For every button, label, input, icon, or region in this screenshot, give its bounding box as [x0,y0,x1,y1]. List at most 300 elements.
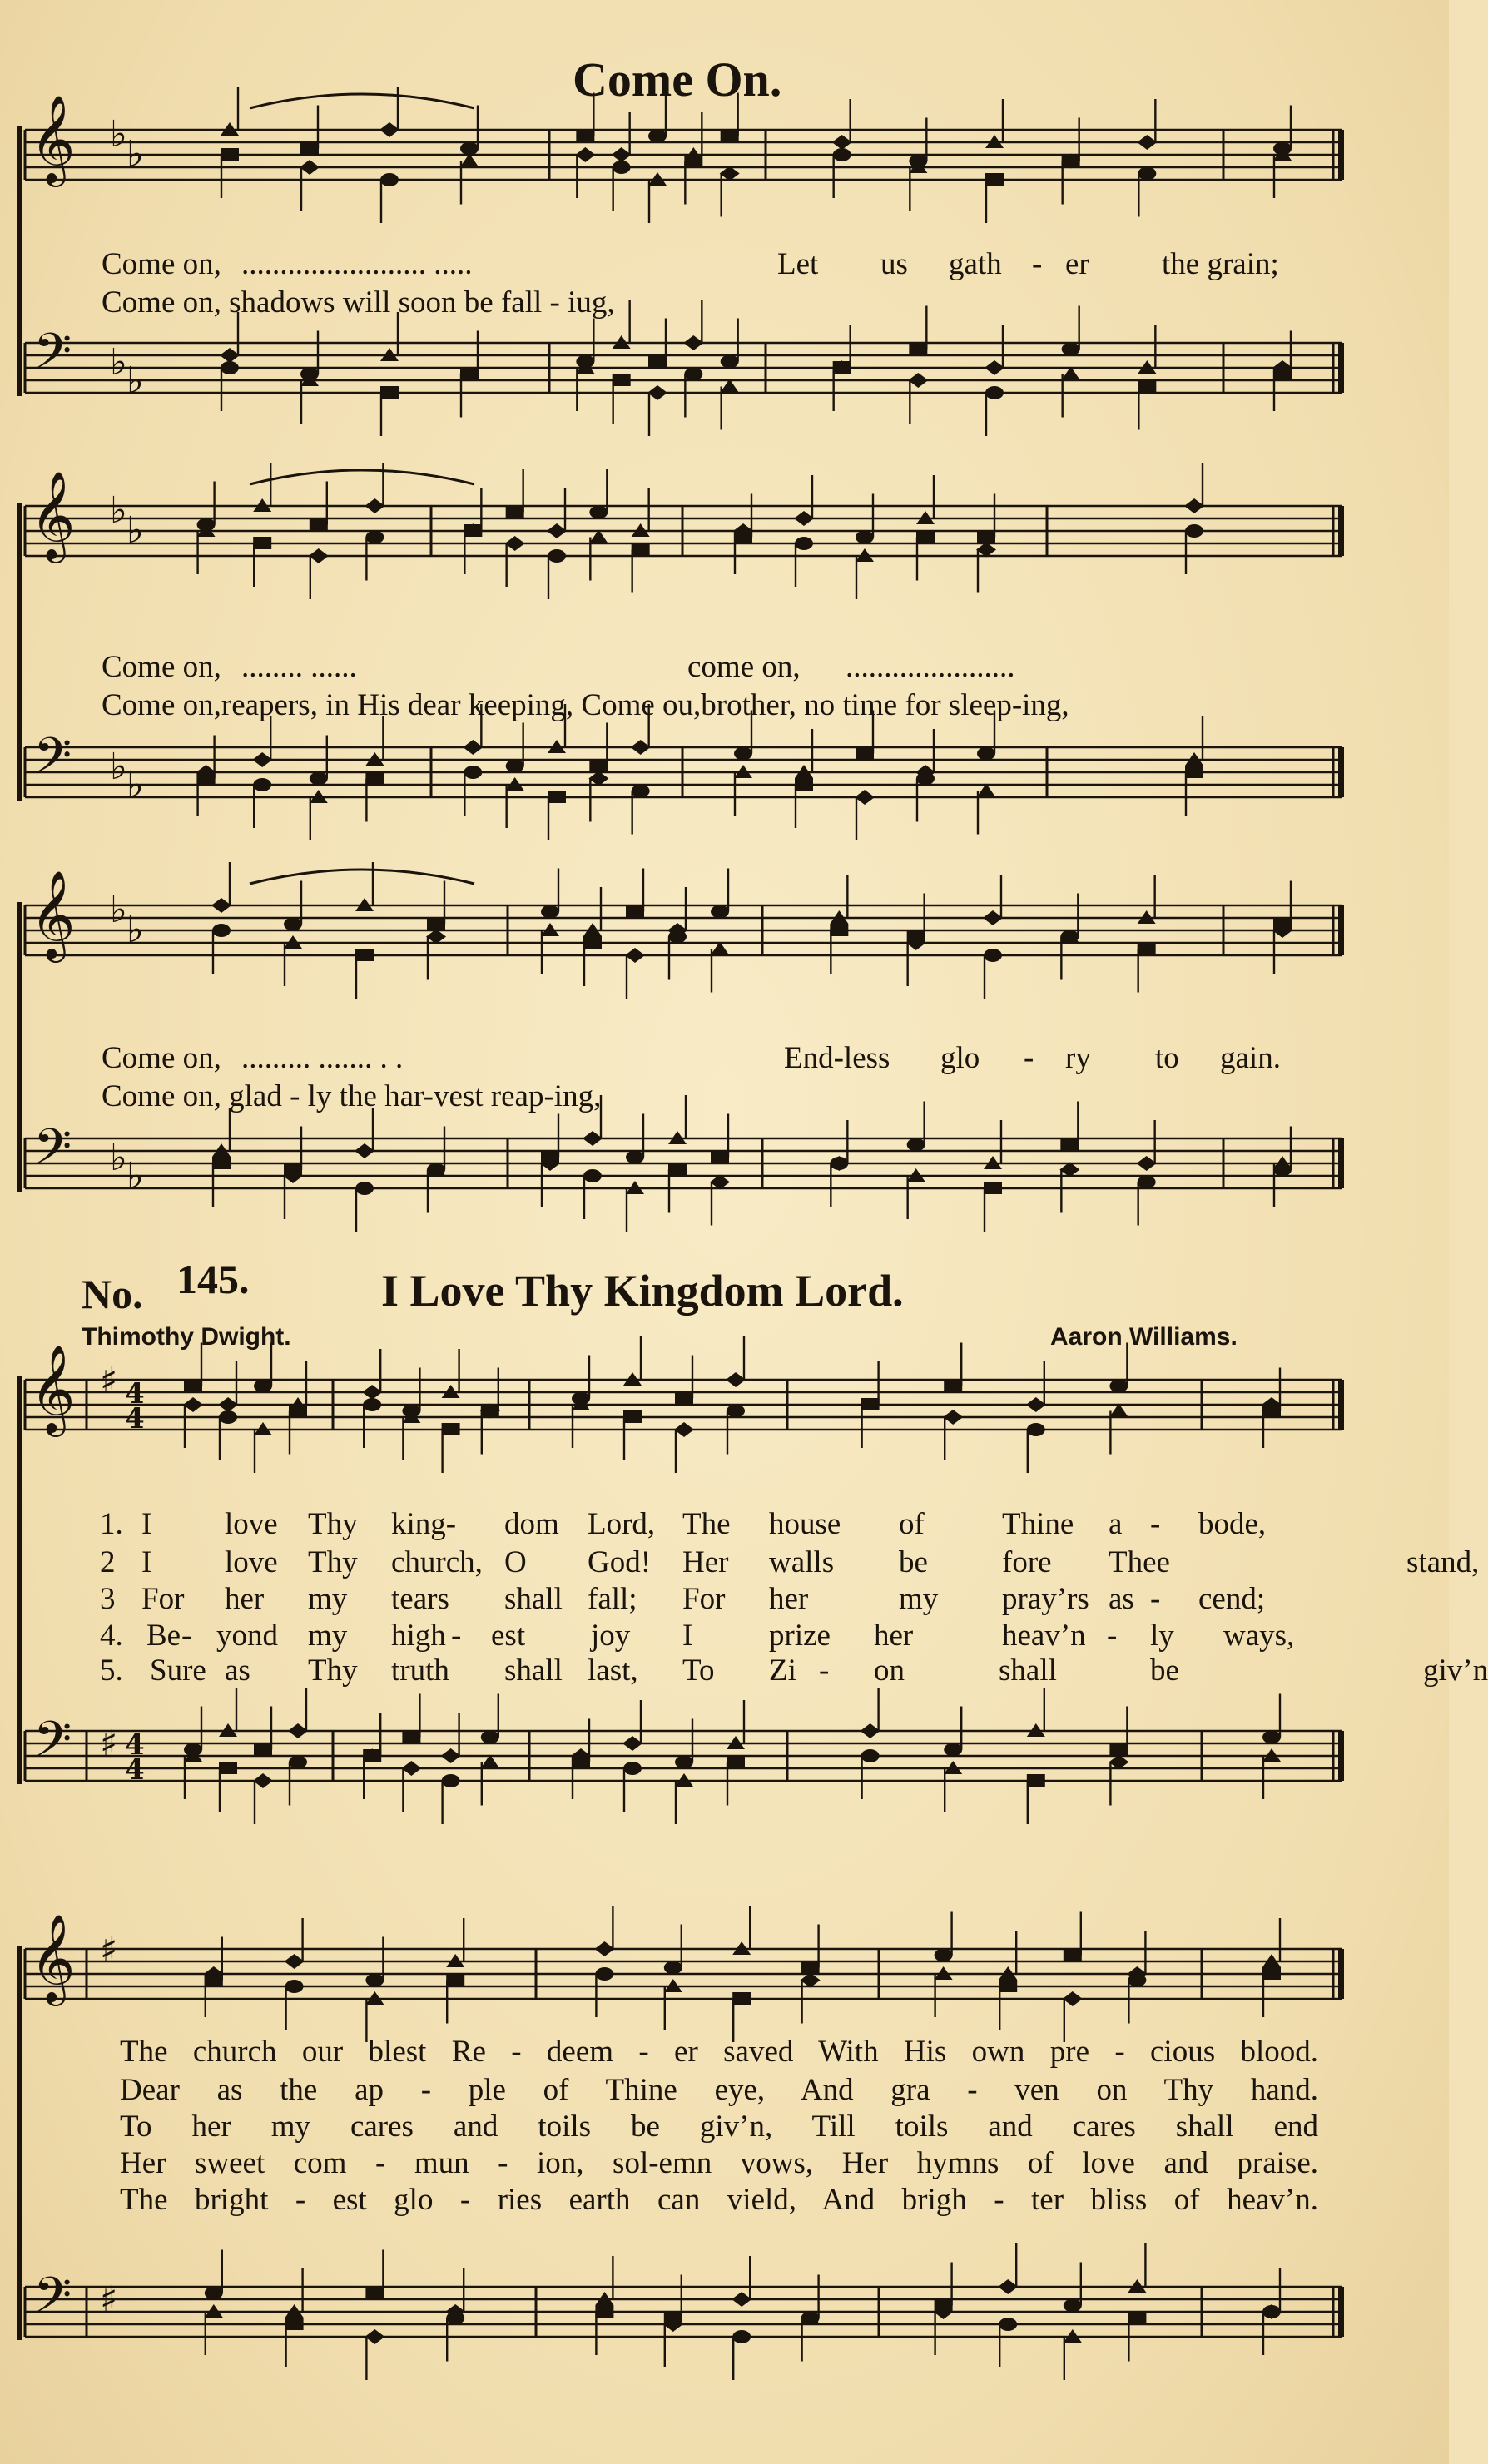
note-head [464,766,482,779]
note-head [1185,524,1203,538]
time-signature: 4 [125,1753,145,1787]
treble-clef-icon: 𝄞 [30,1913,76,2002]
note-head [944,1380,962,1392]
lyric-word: high [391,1619,446,1653]
verse-line [0,1581,1449,1618]
note-head [402,1731,420,1743]
note-head [675,1756,693,1769]
note-head [505,536,525,551]
lyric-word: - [1107,1619,1118,1653]
final-bar [1338,130,1344,180]
note-head [583,1131,603,1146]
note-head [253,537,271,549]
hymn-title-i-love-thy-kingdom: I Love Thy Kingdom Lord. [381,1266,904,1316]
note-head [711,905,729,919]
note-head [365,2329,384,2344]
bass-clef-icon: 𝄢 [33,1710,72,1780]
note-head [1027,1774,1045,1787]
note-head [861,1749,880,1762]
lyric-word: cend; [1198,1582,1266,1616]
lyric-word: Zi [769,1653,796,1688]
key-signature: ♯ [100,1723,118,1765]
note-head [1062,343,1080,356]
key-signature: ♭ [126,764,144,806]
key-signature: ♭ [110,746,127,788]
lyric-word: king- [391,1507,457,1541]
note-head [721,130,739,142]
lyric-word: on [874,1653,905,1688]
note-head [1109,1380,1128,1393]
note-head [684,155,702,167]
verse-line: Her sweet com - mun - ion, sol-emn vows, Her hymns of love and praise. [120,2146,1318,2180]
note-head [363,1398,381,1411]
lyric-word: giv’n [1423,1653,1488,1688]
lyric-word: 5. [100,1653,123,1688]
note-head [365,1974,384,1987]
lyric-word: church, [391,1545,483,1579]
lyric-word: be [1150,1653,1179,1688]
lyric-word: prize [769,1619,831,1653]
note-head [943,1410,963,1425]
note-head [1128,2312,1146,2324]
lyric-word: my [308,1619,348,1653]
note-head [441,1748,461,1763]
lyric-word: heav’n [1002,1619,1086,1653]
note-head [833,148,851,161]
lyric-word: stand, [1406,1545,1480,1579]
note-head [683,335,703,350]
note-head [1064,1949,1082,1961]
note-head [285,1980,304,1993]
key-signature: ♭ [110,1137,127,1179]
note-head [285,1954,305,1969]
lyric-word: her [225,1582,265,1616]
note-head [310,518,328,531]
lyric-word: Be [146,1619,181,1653]
note-head [625,948,645,963]
verse-line: To her my cares and toils be giv’n, Till toils and cares shall end [120,2110,1318,2144]
note-head [254,1743,272,1756]
note-head [401,1761,421,1776]
system-brace [17,1946,22,2340]
note-head [252,752,272,767]
key-signature: ♭ [126,359,144,402]
lyric-word: love [225,1507,278,1541]
note-head [794,511,814,526]
note-head [541,905,559,919]
note-head [211,898,231,913]
lyric-word: yond [216,1619,278,1653]
key-signature: ♭ [126,509,144,552]
note-head [576,130,594,142]
lyric-word: God! [588,1545,652,1579]
lyric-word: Thy [308,1507,358,1541]
final-bar [1338,1949,1344,1999]
final-bar [1338,1731,1344,1781]
note-head [548,549,566,563]
note-head [856,747,874,760]
note-head [830,1157,848,1170]
note-head [284,918,302,931]
bass-clef-icon: 𝄢 [33,322,72,392]
lyric-word: my [899,1582,939,1616]
treble-clef-icon: 𝄞 [30,870,76,959]
tie-slur [250,94,474,108]
note-head [675,1392,693,1405]
lyric-word: Thy [308,1653,358,1688]
final-bar [1338,1138,1344,1188]
note-head [355,1143,374,1158]
note-head [984,949,1002,962]
verse-line: Dear as the ap - ple of Thine eye, And gra - ven on Thy hand. [120,2073,1318,2107]
final-bar [1338,343,1344,393]
note-head [623,1410,642,1423]
time-signature: 4 [125,1402,145,1435]
note-head [254,1380,272,1393]
note-head [833,361,851,374]
treble-clef-icon: 𝄞 [30,1344,76,1433]
note-head [446,1974,464,1986]
lyric-word: - [451,1619,462,1653]
note-head [595,2305,613,2318]
note-head [583,1169,602,1182]
note-head [795,778,813,791]
lyric-word: pray’rs [1002,1582,1089,1616]
hymn-number-prefix: No. [82,1271,143,1317]
note-head [908,373,928,388]
lyric-word: my [308,1582,348,1616]
note-head [632,785,650,798]
lyric-word: tears [391,1582,449,1616]
note-head [380,386,399,399]
lyric-word: For [682,1582,726,1616]
note-head [977,531,995,543]
note-head [983,910,1003,925]
note-head [626,1151,644,1164]
note-head [977,747,995,761]
hymn-title-come-on: Come On. [573,52,782,107]
note-head [285,2318,304,2330]
hymn-number: 145. [176,1256,250,1302]
note-head [1262,1731,1281,1744]
lyric-word: joy [591,1619,631,1653]
lyric-word: ly [1150,1619,1174,1653]
note-head [218,1397,238,1412]
lyric-word: For [141,1582,185,1616]
lyric-word: of [899,1507,925,1541]
key-signature: ♭ [126,133,144,176]
note-head [622,1736,642,1751]
note-head [481,1731,499,1744]
note-head [732,1992,751,2005]
time-signature: 4 [125,1728,145,1762]
note-head [427,918,445,930]
lyric-word: est [491,1619,526,1653]
note-head [362,1385,382,1400]
verse-line: The bright - est glo - ries earth can vield, And brigh - ter bliss of heav’n. [120,2183,1318,2217]
note-head [1026,1397,1046,1412]
note-head [506,760,524,773]
lyric-word: dom [504,1507,559,1541]
key-signature: ♭ [110,489,127,532]
note-head [1137,1156,1157,1171]
note-head [732,2330,751,2343]
note-head [380,173,399,186]
note-head [460,142,479,156]
note-head [212,924,231,937]
note-head [1063,1991,1083,2006]
lyric-word: 2 [100,1545,116,1579]
lyric-word: Sure [150,1653,206,1688]
note-head [985,173,1004,186]
hymnal-page: 𝄞 𝄢 ♭ ♭ ♭ ♭ 𝄞 𝄢 ♭ ♭ ♭ ♭ 𝄞 𝄢 ♭ ♭ ♭ ♭ 𝄞 𝄢 ♯ ♯ 4 4 4 4 𝄞 𝄢 ♯ ♯ Come On. Come on, ........................ ..... Let us gath - er the grain; Come on, shadows will soon be fall - iug, Come on, ........ ...... come on, ...................... Come on,reapers, in His dear keeping, Come ou,brother, no time for sleep-ing, Come on, ......... ....... . . End-less glo - ry to gain. Come on, glad - ly the har-vest reap-ing, No. 145. I Love Thy Kingdom Lord. Thimothy Dwight. Aaron Williams. 1. I love Thy king- dom Lord, The house of Thine a - bode, 2 I love Thy church, O God! Her walls be fore Thee stand, 3 For her my tears shall fall; For her my pray’rs as - cend; 4. Be - yond my high - est joy I prize her heav’n - ly ways, 5. Sure as Thy truth shall last, To Zi - on shall be giv’n The church our blest Re - deem - er saved With His own pre - cious blood. Dear as the ap - ple of Thine eye, And gra - ven on Thy hand. To her my cares and toils be giv’n, Till toils and cares shall end Her sweet com - mun - ion, sol-emn vows, Her hymns of love and praise. The bright - est glo - ries earth can vield, And brigh - ter bliss of heav’n. [0,0,1449,2464]
note-head [221,148,239,161]
final-bar [1338,2287,1344,2337]
tie-slur [250,870,474,884]
note-head [594,1941,614,1956]
note-head [861,1723,880,1738]
note-head [595,1967,613,1981]
lyric-word: as [1109,1582,1134,1616]
note-head [732,2292,751,2307]
note-head [664,1961,682,1975]
verse-line: The church our blest Re - deem - er saved With His own pre - cious blood. [120,2035,1318,2069]
note-head [830,924,848,936]
final-bar [1338,1380,1344,1430]
key-signature: ♯ [100,1360,118,1402]
note-head [631,740,651,755]
note-head [856,531,874,544]
final-bar [1338,747,1344,797]
lyric-word: fall; [588,1582,637,1616]
note-head [1262,1967,1281,1980]
lyric-word: Lord, [588,1507,656,1541]
note-head [355,1182,374,1195]
treble-clef-icon: 𝄞 [30,470,76,559]
note-head [832,135,852,150]
note-head [727,1405,745,1418]
tie-slur [250,470,474,484]
lyric-word: - [1150,1507,1161,1541]
lyric-word: shall [504,1582,563,1616]
note-head [721,355,739,369]
note-head [1138,167,1156,181]
lyric-word: 3 [100,1582,116,1616]
note-head [1138,943,1156,955]
note-head [1109,1743,1128,1756]
note-head [613,374,631,386]
lyric-word: bode, [1198,1507,1267,1541]
note-head [365,498,384,513]
note-head [363,1749,381,1762]
key-signature: ♭ [126,909,144,951]
note-head [935,1949,953,1962]
lyric-word: her [769,1582,809,1616]
lyric-word: love [225,1545,278,1579]
lyric-word: I [682,1619,693,1653]
lyric-word: To [682,1653,715,1688]
note-head [289,1405,307,1417]
final-bar [1338,506,1344,556]
time-signature: 4 [125,1377,145,1410]
note-head [253,1773,273,1788]
note-head [801,1961,820,1974]
note-head [463,740,483,755]
bass-clef-icon: 𝄢 [33,726,72,796]
lyric-word: be [899,1545,928,1579]
note-head [300,142,319,155]
lyric-word: house [769,1507,841,1541]
note-head [985,386,1004,399]
note-head [727,1756,745,1768]
note-head [984,1182,1002,1194]
note-head [711,1151,729,1163]
verse-line [0,1506,1449,1543]
lyric-word: ways, [1223,1619,1295,1653]
note-head [575,147,595,162]
verse-line [0,1544,1480,1581]
note-head [300,160,320,175]
lyric-word: O [504,1545,527,1579]
note-head [183,1397,203,1412]
note-head [442,1774,460,1787]
note-head [547,523,567,538]
note-head [626,905,644,918]
lyric-word: I [141,1545,152,1579]
note-head [289,1756,307,1769]
key-signature: ♯ [100,1929,118,1971]
note-head [1184,498,1204,513]
note-head [648,130,667,143]
note-head [309,548,329,563]
note-head [944,1743,962,1757]
key-signature: ♭ [126,1155,144,1197]
note-head [985,360,1004,375]
note-head [668,930,687,944]
note-head [613,161,631,174]
note-head [909,343,927,355]
lyric-word: 1. [100,1507,123,1541]
note-head [632,543,650,556]
verse-line [0,1618,1449,1654]
note-head [861,1398,880,1410]
key-signature: ♭ [110,341,127,384]
note-head [221,361,239,374]
note-head [446,2312,464,2325]
lyric-word: I [141,1507,152,1541]
author-credit: Thimothy Dwight. [82,1323,291,1351]
lyric-word: a [1109,1507,1123,1541]
note-head [365,772,384,785]
lyric-word: as [225,1653,250,1688]
note-head [668,1163,687,1176]
bass-clef-icon: 𝄢 [33,2266,72,2336]
lyric-word: - [1150,1582,1161,1616]
system-brace [17,126,22,396]
key-signature: ♯ [100,2278,118,2321]
note-head [1262,2305,1281,2318]
note-head [506,506,524,518]
lyric-word: - [181,1619,192,1653]
note-head [1138,1176,1156,1189]
note-head [288,1723,308,1738]
note-head [1027,1423,1045,1436]
final-bar [1338,905,1344,955]
system-brace [17,902,22,1192]
note-head [623,1762,642,1775]
note-head [583,936,602,949]
lyric-word: shall [504,1653,563,1688]
note-head [1128,1974,1146,1987]
note-head [589,760,608,772]
lyric-word: Thee [1109,1545,1170,1579]
lyric-word: Thy [308,1545,358,1579]
lyric-word: fore [1002,1545,1052,1579]
note-head [442,1423,460,1435]
lyric-word: Her [682,1545,729,1579]
note-head [795,537,813,550]
note-head [219,1410,237,1424]
note-head [1060,1138,1079,1151]
note-head [205,2287,223,2300]
note-head [184,1380,202,1392]
note-head [1137,135,1157,150]
composer-credit: Aaron Williams. [1050,1323,1238,1351]
treble-clef-icon: 𝄞 [30,94,76,183]
lyric-word: Thine [1002,1507,1074,1541]
bass-clef-icon: 𝄢 [33,1118,72,1187]
note-head [464,524,482,537]
key-signature: ♭ [110,113,127,156]
note-head [684,368,702,381]
note-head [734,747,752,761]
note-head [219,1762,237,1774]
note-head [907,1138,925,1152]
key-signature: ♭ [110,889,127,931]
note-head [1138,380,1156,393]
verse-line [0,1653,1488,1689]
lyric-word: 4. [100,1619,123,1653]
lyric-word: - [819,1653,830,1688]
note-head [647,385,667,400]
note-head [999,2318,1017,2331]
note-head [379,122,399,137]
note-head [855,790,875,805]
lyric-word: her [874,1619,914,1653]
note-head [355,949,374,961]
system-brace [17,503,22,801]
note-head [648,355,667,368]
lyric-word: shall [999,1653,1057,1688]
lyric-word: truth [391,1653,449,1688]
note-head [726,1372,746,1387]
lyric-word: walls [769,1545,835,1579]
note-head [212,1157,231,1169]
note-head [999,1980,1017,1992]
note-head [674,1422,694,1437]
note-head [916,772,935,786]
note-head [612,147,632,162]
note-head [310,772,328,786]
lyric-word: last, [588,1653,638,1688]
note-head [220,348,240,363]
note-head [365,2287,384,2299]
note-head [589,506,608,519]
note-head [1185,766,1203,778]
note-head [998,2279,1018,2294]
note-head [1064,2299,1082,2313]
lyric-word: The [682,1507,731,1541]
